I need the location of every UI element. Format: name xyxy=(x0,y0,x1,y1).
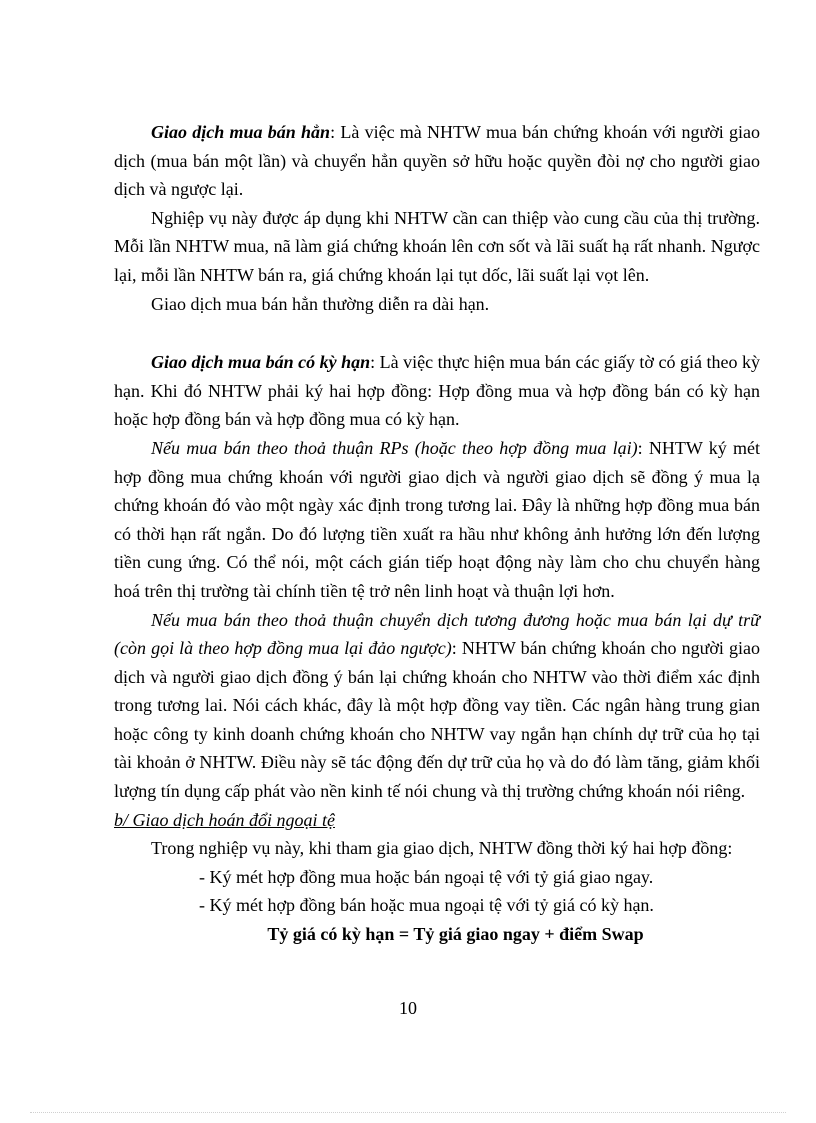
swap-formula: Tỷ giá có kỳ hạn = Tỷ giá giao ngay + điểm Swap xyxy=(267,924,644,945)
paragraph-term-transaction xyxy=(114,348,760,434)
page-bottom-border xyxy=(30,1112,786,1113)
bullet-forward-contract: - Ký mét hợp đồng bán hoặc mua ngoại tệ với tỷ giá có kỳ hạn. xyxy=(199,895,654,916)
page-body xyxy=(114,118,760,949)
section-heading-currency-swap: b/ Giao dịch hoán đổi ngoại tệ xyxy=(114,809,335,830)
paragraph-repo xyxy=(114,434,760,606)
paragraph-long-term: Giao dịch mua bán hẳn thường diễn ra dài hạn. xyxy=(151,293,490,314)
definition-term-transaction: : Là việc thực hiện mua bán các giấy tờ có giá theo kỳ hạn. Khi đó NHTW phải ký hai hợp đồng: Hợp đồng mua và hợp đồng bán có kỳ hạn hoặc hợp đồng bán và hợp đồng mua có kỳ hạn. xyxy=(114,352,760,430)
bullet-spot-contract: - Ký mét hợp đồng mua hoặc bán ngoại tệ với tỷ giá giao ngay. xyxy=(199,866,654,887)
definition-outright-transaction: : Là việc mà NHTW mua bán chứng khoán với người giao dịch (mua bán một lần) và chuyển hẳn quyền sở hữu hoặc quyền đòi nợ cho người giao dịch và ngược lại. xyxy=(114,122,760,200)
paragraph-spacer xyxy=(114,318,760,348)
term-term-transaction: Giao dịch mua bán có kỳ hạn xyxy=(151,352,371,373)
paragraph-swap-intro: Trong nghiệp vụ này, khi tham gia giao dịch, NHTW đồng thời ký hai hợp đồng: xyxy=(151,838,733,859)
repo-lead: Nếu mua bán theo thoả thuận RPs (hoặc theo hợp đồng mua lại) xyxy=(151,437,638,458)
paragraph-outright-transaction xyxy=(114,118,760,204)
repo-text: : NHTW ký mét hợp đồng mua chứng khoán với người giao dịch và người giao dịch sẽ đồng ý mua lạ chứng khoán đó vào một ngày xác định trong tương lai. Đây là những hợp đồng mua bán có thời hạn rất ngắn. Do đó lượng tiền xuất ra hầu như không ảnh hưởng lớn đến lượng tiền cung ứng. Có thể nói, một cách gián tiếp hoạt động này làm cho chu chuyển hàng hoá trên thị trường tài chính tiền tệ trở nên linh hoạt và thuận lợi hơn. xyxy=(114,437,760,601)
page-number: 10 xyxy=(399,998,417,1018)
paragraph-reverse-repo xyxy=(114,606,760,806)
term-outright-transaction: Giao dịch mua bán hẳn xyxy=(151,122,331,142)
paragraph-application: Nghiệp vụ này được áp dụng khi NHTW cần can thiệp vào cung cầu của thị trường. Mỗi lần NHTW mua, nã làm giá chứng khoán lên cơn sốt và lãi suất hạ rất nhanh. Ngược lại, mỗi lần NHTW bán ra, giá chứng khoán lại tụt dốc, lãi suất lại vọt lên. xyxy=(114,207,760,285)
reverse-repo-lead: Nếu mua bán theo thoả thuận chuyển dịch tương đương hoặc mua bán lại dự trữ (còn gọi là theo hợp đồng mua lại đảo ngược) xyxy=(114,609,760,659)
reverse-repo-text: : NHTW bán chứng khoán cho người giao dịch và người giao dịch đồng ý bán lại chứng khoán cho NHTW vào thời điểm xác định trong tương lai. Nói cách khác, đây là một hợp đồng vay tiền. Các ngân hàng trung gian hoặc công ty kinh doanh chứng khoán cho NHTW vay ngắn hạn chính dự trữ của họ tại tài khoản ở NHTW. Điều này sẽ tác động đến dự trữ của họ và do đó làm tăng, giảm khối lượng tín dụng cấp phát vào nền kinh tế nói chung và thị trường chứng khoán nói riêng. xyxy=(114,638,760,802)
